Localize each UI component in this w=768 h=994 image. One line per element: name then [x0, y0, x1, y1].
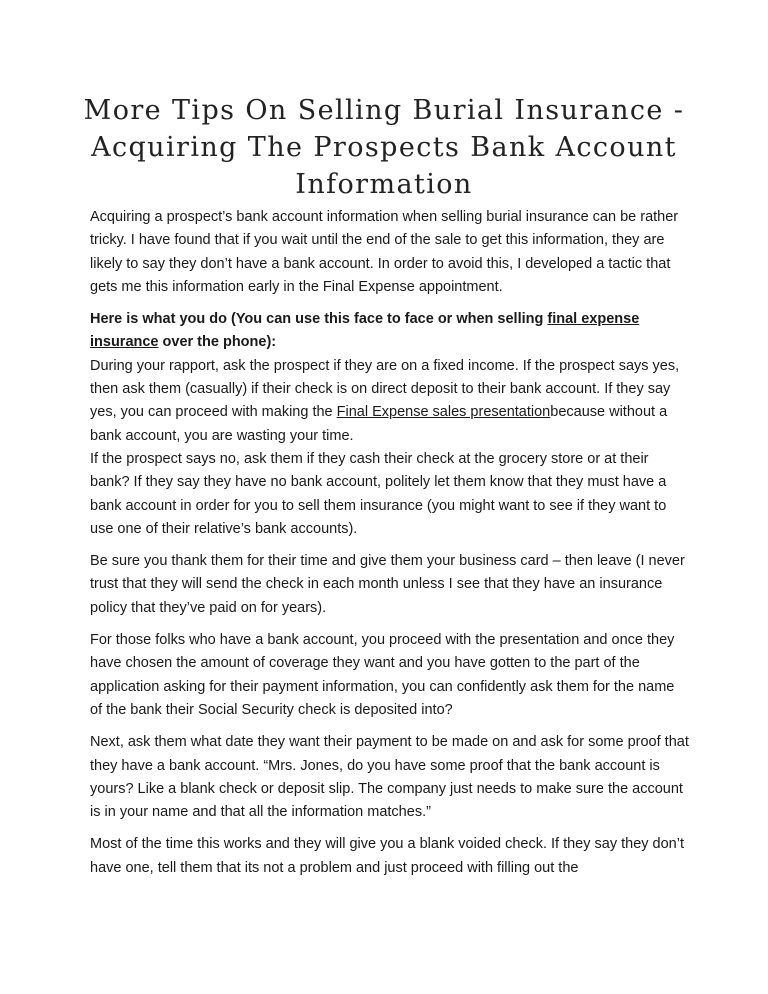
title-line-1: More Tips On Selling Burial Insurance - — [83, 95, 685, 126]
paragraph-rapport — [90, 355, 690, 448]
paragraph-thank-them: Be sure you thank them for their time and give them your business card – then leave (I never trust that they will send the check in each month unless I see that they have an insurance policy that they’ve paid on for years). — [90, 553, 685, 616]
final-expense-insurance-link[interactable]: final expense insurance — [90, 311, 640, 351]
paragraph-payment-date: Next, ask them what date they want their payment to be made on and ask for some proof that they have a bank account. “Mrs. Jones, do you have some proof that the bank account is yours? Like a blank check or deposit slip. The company just needs to make sure the account is in your name and that all the information matches.” — [90, 734, 689, 821]
paragraph-voided-check: Most of the time this works and they will give you a blank voided check. If they say they don’t have one, tell them that its not a problem and just proceed with filling out the — [90, 836, 684, 876]
title-line-2: Acquiring The Prospects Bank Account — [91, 132, 677, 163]
paragraph-instructions-heading — [90, 308, 690, 355]
instructions-lead: Here is what you do (You can use this face to face or when selling — [90, 311, 548, 328]
title-line-3: Information — [295, 169, 473, 200]
paragraph-bank-account-folks: For those folks who have a bank account, you proceed with the presentation and once they have chosen the amount of coverage they want and you have gotten to the part of the application asking for their payment information, you can confidently ask them for the name of the bank their Social Security check is deposited into? — [90, 632, 675, 718]
paragraph-intro: Acquiring a prospect’s bank account information when selling burial insurance can be rather tricky. I have found that if you wait until the end of the sale to get this information, they are likely to say they don’t have a bank account. In order to avoid this, I developed a tactic that gets me this information early in the Final Expense appointment. — [90, 209, 679, 295]
final-expense-sales-presentation-link[interactable]: Final Expense sales presentation — [336, 404, 551, 421]
article-body — [90, 206, 690, 889]
instructions-tail: over the phone): — [158, 334, 277, 351]
paragraph-no-bank: If the prospect says no, ask them if they cash their check at the grocery store or at their bank? If they say they have no bank account, politely let them know that they must have a bank account in order for you to sell them insurance (you might want to see if they want to use one of their relative’s bank accounts). — [90, 450, 667, 537]
rapport-text: During your rapport, ask the prospect if they are on a fixed income. If the prospect says yes, then ask them (casually) if their check is on direct deposit to their bank account. If they say yes, you can proceed with making the — [90, 357, 680, 421]
page-title — [60, 92, 708, 203]
rapport-tail: because without a bank account, you are wasting your time. — [90, 404, 668, 444]
